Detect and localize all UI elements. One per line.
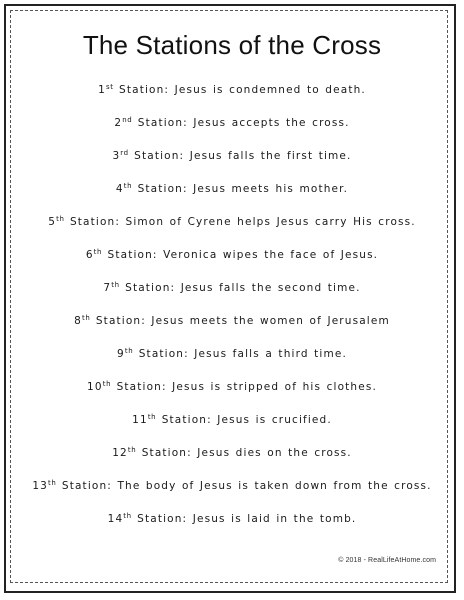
station-item (30, 214, 434, 230)
station-item (30, 280, 434, 296)
station-label: Station: (136, 447, 198, 459)
station-ordinal-suffix: th (123, 182, 133, 190)
station-ordinal-suffix: rd (120, 149, 129, 157)
station-label: Station: (113, 84, 175, 96)
station-ordinal-suffix: th (81, 314, 91, 322)
station-number: 1 (98, 84, 106, 96)
station-text: Jesus accepts the cross. (193, 117, 350, 129)
station-number: 11 (132, 414, 148, 426)
station-item (30, 313, 434, 329)
station-item (30, 82, 434, 98)
station-number: 4 (115, 183, 124, 195)
station-number: 3 (112, 150, 121, 162)
station-text: Jesus meets the women of Jerusalem (151, 315, 390, 327)
station-text: Jesus is condemned to death. (174, 84, 366, 96)
station-number: 13 (32, 480, 49, 492)
station-text: The body of Jesus is taken down from the cross. (117, 480, 432, 492)
copyright-notice: © 2018 - RealLifeAtHome.com (338, 557, 436, 564)
station-label: Station: (132, 183, 194, 195)
station-number: 9 (117, 348, 125, 360)
station-label: Station: (56, 480, 118, 492)
station-text: Jesus is laid in the tomb. (192, 513, 357, 525)
station-ordinal-suffix: th (147, 413, 157, 421)
station-item (30, 346, 434, 362)
station-ordinal-suffix: th (124, 347, 134, 355)
station-text: Jesus falls the first time. (189, 150, 352, 162)
station-text: Jesus is stripped of his clothes. (172, 381, 377, 393)
station-text: Jesus falls a third time. (194, 348, 347, 360)
station-label: Station: (156, 414, 218, 426)
station-item (30, 478, 434, 494)
station-item (30, 115, 434, 131)
station-ordinal-suffix: th (111, 281, 120, 289)
station-number: 6 (85, 249, 94, 261)
page-title: The Stations of the Cross (82, 30, 382, 60)
station-label: Station: (133, 348, 195, 360)
station-item (30, 412, 434, 428)
station-ordinal-suffix: th (102, 380, 112, 388)
station-ordinal-suffix: st (105, 83, 114, 91)
station-text: Veronica wipes the face of Jesus. (163, 249, 379, 261)
station-label: Station: (119, 282, 181, 294)
station-number: 12 (112, 447, 128, 459)
station-label: Station: (131, 513, 193, 525)
station-label: Station: (111, 381, 173, 393)
station-label: Station: (132, 117, 194, 129)
station-number: 8 (74, 315, 82, 327)
stations-list (30, 80, 434, 527)
station-ordinal-suffix: th (127, 446, 137, 454)
station-item (30, 511, 434, 527)
station-ordinal-suffix: th (56, 215, 65, 223)
station-label: Station: (90, 315, 152, 327)
station-text: Simon of Cyrene helps Jesus carry His cross. (125, 216, 416, 228)
station-item (30, 181, 434, 197)
station-ordinal-suffix: nd (122, 116, 133, 124)
station-number: 14 (107, 513, 124, 525)
station-label: Station: (64, 216, 126, 228)
station-text: Jesus falls the second time. (180, 282, 361, 294)
station-text: Jesus dies on the cross. (197, 447, 352, 459)
station-number: 2 (114, 117, 123, 129)
station-ordinal-suffix: th (93, 248, 103, 256)
station-item (30, 148, 434, 164)
station-label: Station: (128, 150, 190, 162)
station-text: Jesus is crucified. (217, 414, 332, 426)
station-item (30, 247, 434, 263)
station-text: Jesus meets his mother. (193, 183, 349, 195)
station-number: 10 (87, 381, 103, 393)
station-label: Station: (102, 249, 164, 261)
station-ordinal-suffix: th (123, 512, 132, 520)
station-number: 7 (103, 282, 112, 294)
station-ordinal-suffix: th (48, 479, 57, 487)
station-number: 5 (48, 216, 57, 228)
station-item (30, 379, 434, 395)
station-item (30, 445, 434, 461)
